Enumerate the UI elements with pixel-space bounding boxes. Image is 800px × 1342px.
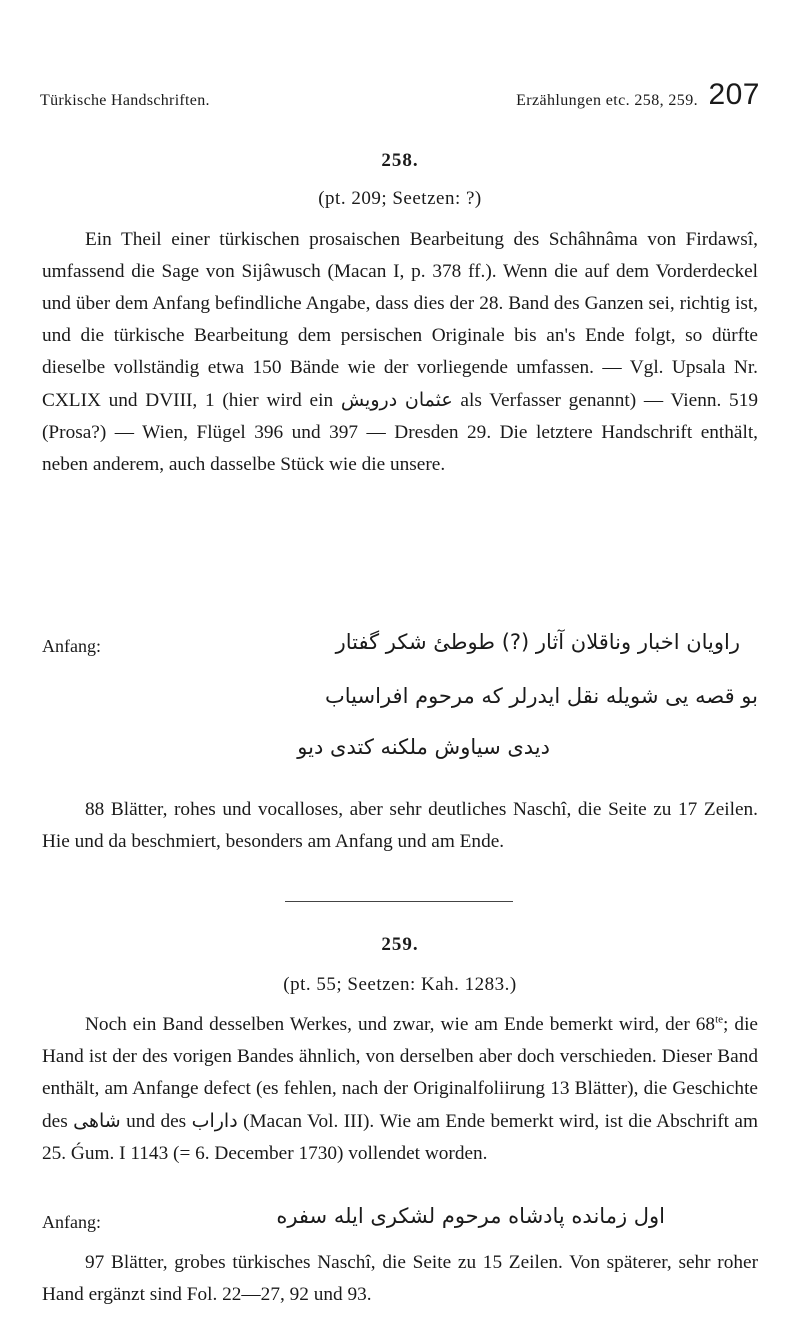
running-head <box>40 78 760 122</box>
entry-258-anfang-label: Anfang: <box>42 636 101 656</box>
entry-259-anfang-line-1: اول زمانده پادشاه مرحوم لشكرى ايله سفره <box>276 1204 665 1228</box>
entry-259-description <box>42 1009 758 1170</box>
entry-258-text-a: Ein Theil einer türkischen prosaischen Bearbeitung des Schâhnâma von Firdawsî, umfassend die Sage von Sijâwusch (Macan I, p. 378 ff.). Wenn die auf dem Vorderdeckel und über dem Anfang befindliche Angabe, dass dies der 28. Band des Ganzen sei, richtig ist, und die türkische Bearbeitung dem persischen Originale bis an's Ende folgt, so dürfte dieselbe vollständig etwa 150 Bände wie der vorliegende umfassen. — Vgl. Upsala Nr. CXLIX und DVIII, 1 (hier wird ein <box>42 229 758 411</box>
entry-259-text-b: ; die Hand ist der des vorigen Bandes ähnlich, von derselben aber doch verschieden. Dieser Band enthält, am Anfange defect (es fehlen, nach der Originalfoliirung 13 Blätter), die Geschichte des <box>42 1014 758 1132</box>
entry-258-number: 258. <box>381 150 419 171</box>
entry-259-arabic-2: داراب <box>191 1110 238 1132</box>
entry-259-physical-description: 97 Blätter, grobes türkisches Naschî, die Seite zu 15 Zeilen. Von späterer, sehr roher Hand ergänzt sind Fol. 22—27, 92 und 93. <box>42 1252 758 1305</box>
entry-258-description <box>42 224 758 481</box>
entry-258-physical-description: 88 Blätter, rohes und vocalloses, aber sehr deutliches Naschî, die Seite zu 17 Zeilen. Hie und da beschmiert, besonders am Anfang und am Ende. <box>42 799 758 852</box>
entry-259-anfang-label: Anfang: <box>42 1212 101 1232</box>
entry-259-number: 259. <box>381 934 419 955</box>
entry-259-text-d: (Macan Vol. III). Wie am Ende bemerkt wird, ist die Abschrift am 25. Ǵum. I 1143 (= 6. December 1730) vollendet worden. <box>42 1111 758 1164</box>
entry-258-anfang-line-2: بو قصه يى شويله نقل ايدرلر كه مرحوم افراسياب <box>325 684 758 708</box>
entry-259-arabic-1: شاهى <box>73 1110 121 1132</box>
entry-259-superscript: te <box>715 1013 724 1026</box>
entry-258-text-b: als Verfasser genannt) — Vienn. 519 (Prosa?) — Wien, Flügel 396 und 397 — Dresden 29. Die letztere Handschrift enthält, neben anderem, auch dasselbe Stück wie die unsere. <box>42 390 758 475</box>
running-head-right: Erzählungen etc. 258, 259. <box>516 92 698 109</box>
section-divider <box>285 901 513 902</box>
page-number: 207 <box>708 78 760 111</box>
entry-259-text-a: Noch ein Band desselben Werkes, und zwar, wie am Ende bemerkt wird, der 68 <box>85 1014 716 1035</box>
running-head-left: Türkische Handschriften. <box>40 92 210 109</box>
entry-258-anfang-line-1: راويان اخبار وناقلان آثار (?) طوطئ شكر گفتار <box>335 630 740 654</box>
entry-259-ref: (pt. 55; Seetzen: Kah. 1283.) <box>283 974 517 995</box>
entry-259-text-c: und des <box>126 1111 187 1132</box>
entry-258-ref: (pt. 209; Seetzen: ?) <box>318 188 482 209</box>
entry-258-arabic-1: عثمان <box>404 389 453 411</box>
entry-258-anfang-line-3: ديدى سياوش ملكنه كتدى ديو <box>297 735 550 759</box>
entry-258-arabic-2: درويش <box>340 389 398 411</box>
